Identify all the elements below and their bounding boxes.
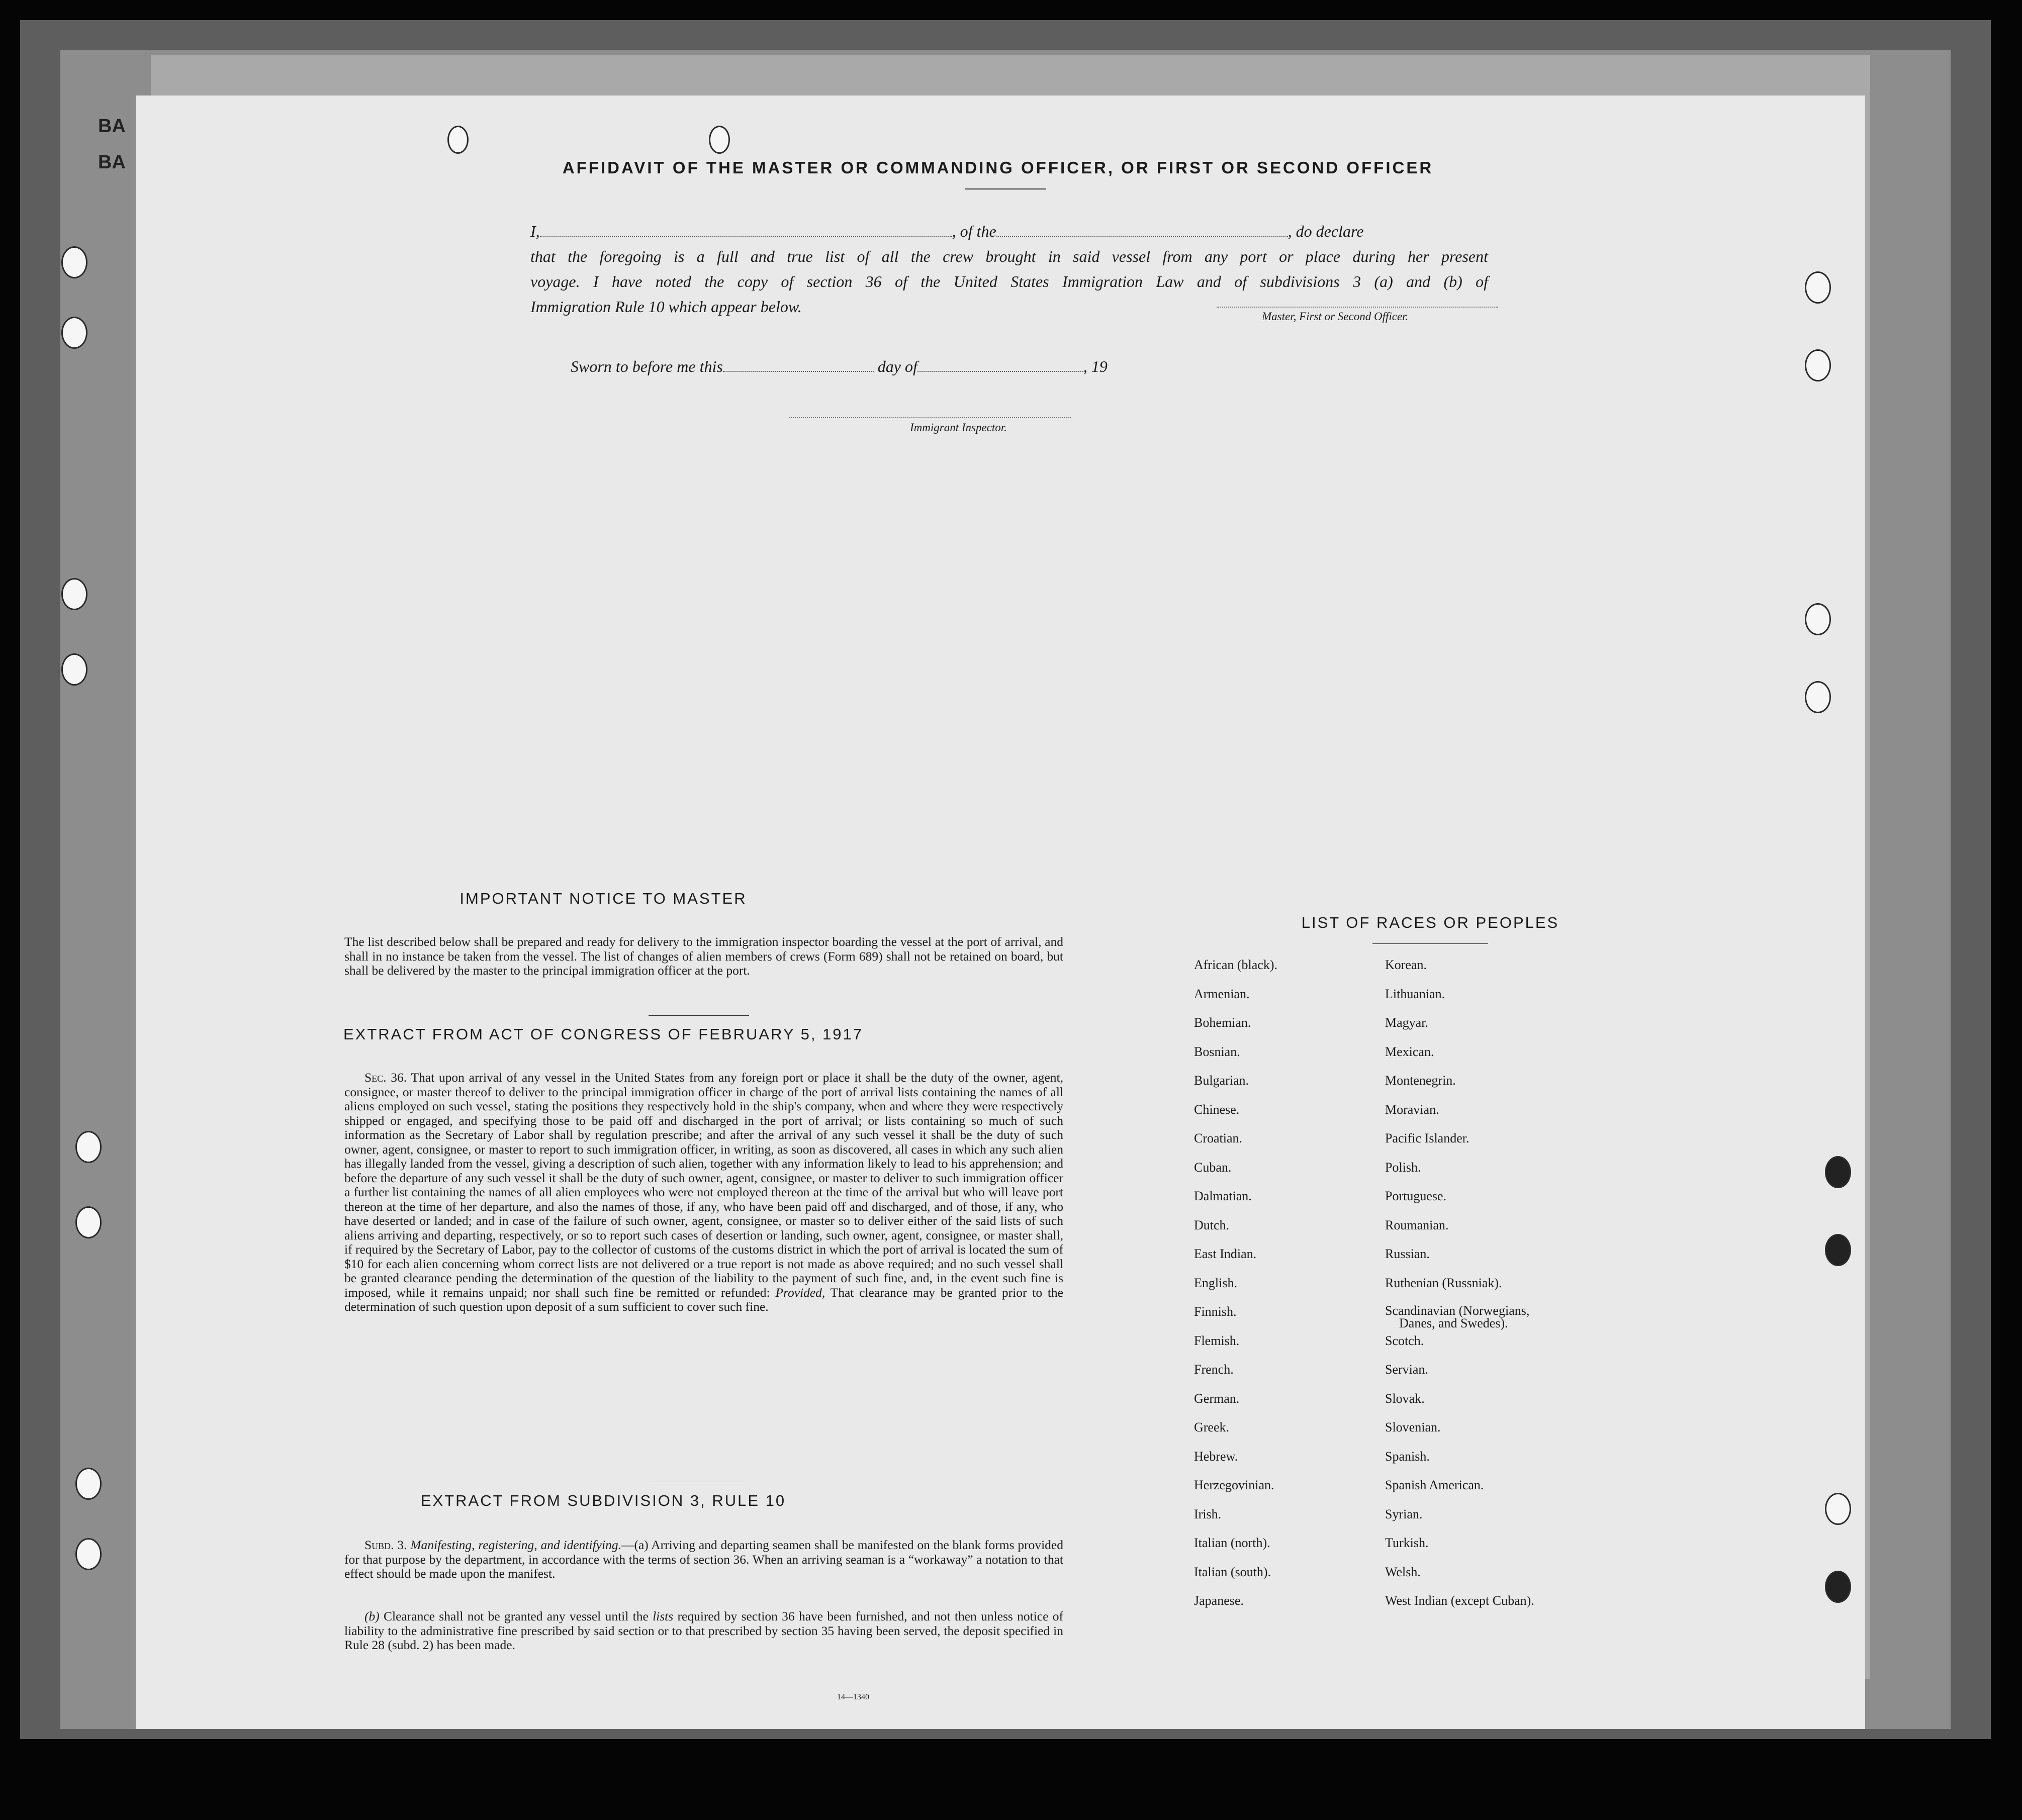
binder-hole [75,1468,102,1500]
clause-b [344,1609,1063,1653]
race-item-continuation: Danes, and Swedes). [1399,1316,1508,1330]
binder-hole [1805,681,1831,713]
notice-title: IMPORTANT NOTICE TO MASTER [459,890,747,907]
race-item: Finnish. [1194,1304,1237,1319]
sworn-text: , 19 [1083,357,1108,375]
subdivision-label: Subd. 3. [364,1538,407,1552]
race-item: Welsh. [1385,1564,1421,1579]
declaration-text: , of the [952,222,996,240]
declaration-line: voyage. I have noted the copy of section 36 of the United States Immigration Law and of subdivisions 3 (a) and (b) of [530,272,1488,291]
binder-hole [1805,349,1831,381]
binder-hole [1805,271,1831,304]
race-item: Slovenian. [1385,1420,1441,1434]
day-blank[interactable] [723,357,874,372]
race-item: Dalmatian. [1194,1189,1252,1203]
race-item: Hebrew. [1194,1449,1238,1464]
sworn-line [571,357,1108,376]
race-item: Bulgarian. [1194,1073,1249,1088]
vessel-blank[interactable] [996,222,1288,237]
declaration-text: , do declare [1288,222,1364,240]
proviso-label: Provided, [775,1285,825,1300]
inspector-label: Immigrant Inspector. [910,421,1007,434]
race-item: African (black). [1194,957,1278,972]
race-item: Portuguese. [1385,1189,1447,1203]
race-item: Syrian. [1385,1506,1423,1521]
race-item: German. [1194,1391,1240,1406]
race-item: Greek. [1194,1420,1230,1434]
race-item: West Indian (except Cuban). [1385,1593,1534,1608]
race-item: Magyar. [1385,1015,1428,1030]
race-item: East Indian. [1194,1247,1257,1261]
race-item: Scotch. [1385,1333,1424,1348]
binder-hole [1825,1493,1851,1525]
binder-hole [75,1538,102,1570]
declaration-line [530,219,1488,244]
declaration-line: Immigration Rule 10 which appear below. [530,298,802,316]
binder-hole [1805,603,1831,635]
name-blank[interactable] [540,222,952,237]
race-item: Spanish. [1385,1449,1430,1464]
race-item: Dutch. [1194,1217,1230,1232]
binder-hole [61,578,87,610]
proviso-body: That clearance may be granted prior to the determination of such question upon deposit of a sum sufficient to cover such fine. [344,1285,1063,1314]
race-item: Servian. [1385,1362,1428,1377]
clause-b-text: Clearance shall not be granted any vessel until the [384,1609,649,1623]
clause-label: (b) [364,1609,380,1623]
race-item: Turkish. [1385,1536,1429,1550]
clause-label: —(a) [621,1538,649,1552]
race-item: Cuban. [1194,1160,1232,1175]
extract-rule-title: EXTRACT FROM SUBDIVISION 3, RULE 10 [420,1492,786,1509]
race-item: Russian. [1385,1247,1430,1261]
binder-hole [447,126,469,154]
race-item: Scandinavian (Norwegians, Danes, and Swedes). [1385,1304,1534,1333]
declaration-text: I, [530,222,540,240]
race-item: Chinese. [1194,1102,1240,1117]
margin-text: BA BA [98,116,126,173]
race-item: Croatian. [1194,1131,1243,1145]
affidavit-title: AFFIDAVIT OF THE MASTER OR COMMANDING OFFICER, OR FIRST OR SECOND OFFICER [562,158,1434,177]
extract-act-title: EXTRACT FROM ACT OF CONGRESS OF FEBRUARY 5, 1917 [343,1025,864,1043]
race-item: Montenegrin. [1385,1073,1456,1088]
race-item: Bosnian. [1194,1044,1240,1059]
race-item: Herzegovinian. [1194,1478,1274,1492]
race-item: Spanish American. [1385,1478,1484,1492]
race-item: Irish. [1194,1506,1222,1521]
races-column-1 [1194,957,1277,1622]
binder-hole [1825,1571,1851,1603]
race-item: Korean. [1385,957,1427,972]
divider [1372,943,1488,944]
race-item: Japanese. [1194,1593,1244,1608]
divider [649,1015,749,1016]
section-36-text [344,1071,1063,1314]
race-item: English. [1194,1275,1237,1290]
affidavit-declaration [530,219,1488,319]
binder-hole [75,1131,102,1163]
document-page [136,95,1865,1729]
binder-hole [1825,1156,1851,1188]
race-item: French. [1194,1362,1234,1377]
binder-hole [1825,1234,1851,1266]
race-item: Roumanian. [1385,1217,1449,1232]
race-item: Ruthenian (Russniak). [1385,1275,1502,1290]
binder-hole [75,1206,102,1238]
section-body: That upon arrival of any vessel in the United States from any foreign port or place it shall be the duty of the owner, agent, consignee, or master thereof to deliver to the principal immigration officer in charge of the port of arrival lists containing the names of all aliens employed on such vessel, stating the positions they respectively hold in the ship's company, when and where they were respectively shipped or engaged, and specifying those to be paid off and discharged in the port of arrival; or lists containing so much of such information as the Secretary of Labor shall by regulation prescribe; and after the arrival of any such vessel it shall be the duty of such owner, agent, consignee, or master to report to such immigration officer, in writing, as soon as discovered, all cases in which any such alien has illegally landed from the vessel, giving a description of such alien, together with any information likely to lead to his apprehension; and before the departure of any such vessel it shall be the duty of such owner, agent, consignee, or master to deliver to such immigration officer a further list containing the names of all alien employees who were not employed thereon at the time of the arrival but who will leave port thereon at the time of her departure, and also the names of those, if any, who have been paid off and discharged, and of those, if any, who have deserted or landed; and in case of the failure of such owner, agent, consignee, or master so to deliver either of the said lists of such aliens arriving and departing, respectively, or so to report such cases of desertion or landing, such owner, agent, consignee, or master shall, if required by the Secretary of Labor, pay to the collector of customs of the customs district in which the port of arrival is located the sum of $10 for each alien concerning whom correct lists are not delivered or a true report is not made as above required; and no such vessel shall be granted clearance pending the determination of the question of the liability to the payment of such fine, and, in the event such fine is imposed, while it remains unpaid; nor shall such fine be remitted or refunded: [344,1070,1063,1300]
binder-hole [61,653,87,686]
signature-label: Master, First or Second Officer. [1262,310,1409,323]
binder-hole [61,246,87,278]
clause-a-text: Arriving and departing seamen shall be manifested on the blank forms provided for that purpose by the department, in accordance with the terms of section 36. When an arriving seaman is a “workaway” a notation to that effect should be made upon the manifest. [344,1538,1064,1581]
race-item: Slovak. [1385,1391,1425,1406]
races-column-2 [1385,957,1534,1622]
month-blank[interactable] [917,357,1083,372]
declaration-line: that the foregoing is a full and true list of all the crew brought in said vessel from any port or place during her present [530,247,1488,265]
section-label: Sec. 36. [364,1070,407,1085]
race-item: Italian (south). [1194,1564,1271,1579]
race-item: Lithuanian. [1385,986,1445,1001]
binder-hole [61,317,87,349]
subdivision-3-text [344,1538,1063,1581]
race-item: Flemish. [1194,1333,1240,1348]
signature-line[interactable] [1217,307,1498,308]
inspector-signature-line[interactable] [789,417,1071,418]
race-item: Pacific Islander. [1385,1131,1469,1145]
divider [965,188,1046,189]
race-item: Italian (north). [1194,1536,1270,1550]
binder-hole [709,126,730,154]
race-item: Polish. [1385,1160,1421,1175]
sworn-text: day of [877,357,917,375]
races-title: LIST OF RACES OR PEOPLES [1301,914,1559,931]
notice-text: The list described below shall be prepared and ready for delivery to the immigration inspector boarding the vessel at the port of arrival, and shall in no instance be taken from the vessel. The list of changes of alien members of crews (Form 689) shall not be retained on board, but shall be delivered by the master to the principal immigration officer at the port. [344,934,1063,978]
race-item: Armenian. [1194,986,1250,1001]
form-number: 14—1340 [837,1693,869,1701]
sworn-text: Sworn to before me this [571,357,723,375]
race-item: Moravian. [1385,1102,1439,1117]
race-item: Bohemian. [1194,1015,1251,1030]
clause-b-text: required by section 36 have been furnished, and not then unless notice of liability to the administrative fine prescribed by said section or to that prescribed by section 35 having been served, the deposit specified in Rule 28 (subd. 2) has been made. [344,1609,1063,1652]
race-item: Mexican. [1385,1044,1434,1059]
clause-b-emphasis: lists [653,1609,674,1623]
subdivision-heading: Manifesting, registering, and identifying. [410,1538,621,1552]
